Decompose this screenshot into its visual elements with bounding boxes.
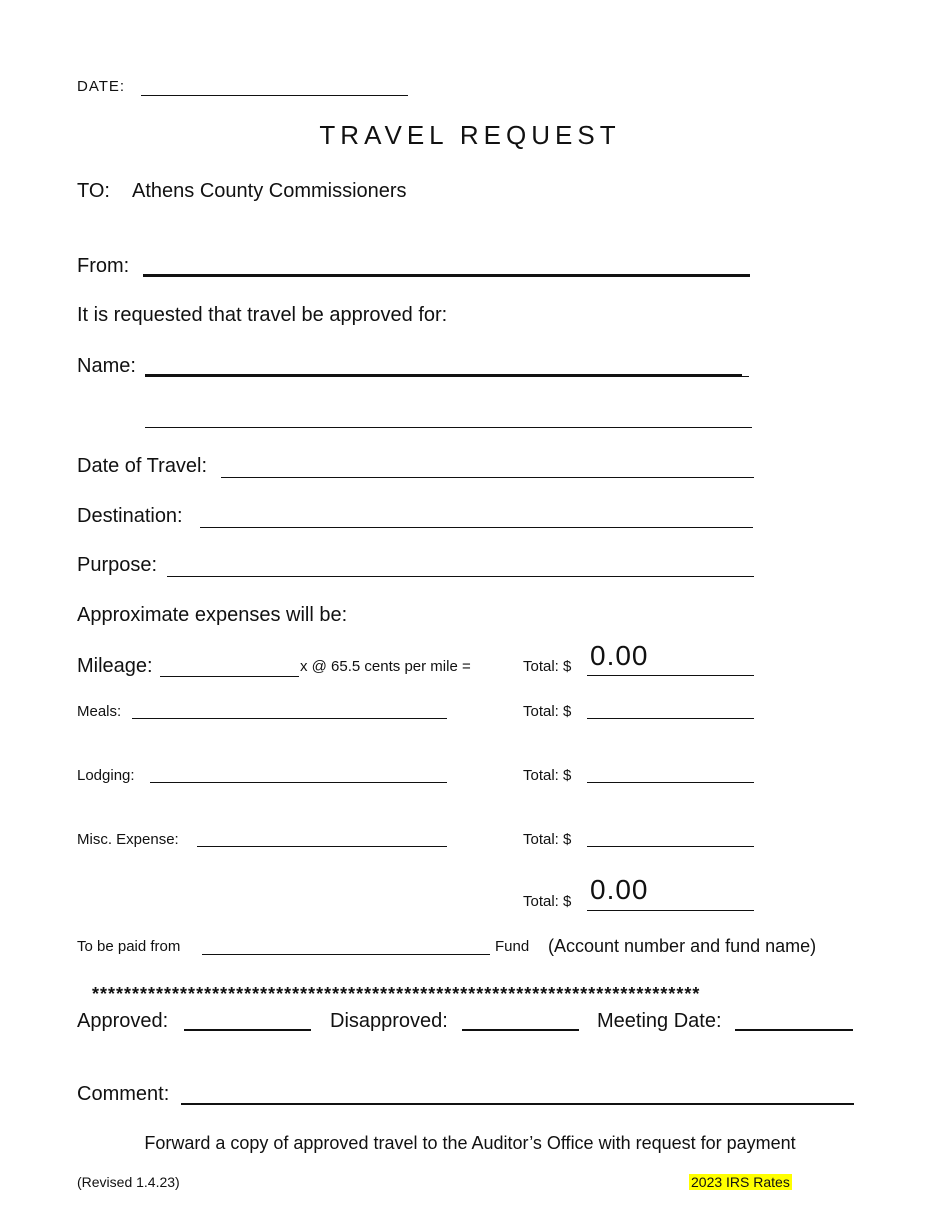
irs-rates-badge xyxy=(689,1174,792,1192)
purpose-field[interactable] xyxy=(167,576,754,577)
comment-label: Comment: xyxy=(77,1083,170,1105)
fund-note: (Account number and fund name) xyxy=(548,936,817,956)
from-field[interactable] xyxy=(143,274,750,277)
destination-label: Destination: xyxy=(77,505,183,527)
date-of-travel-field[interactable] xyxy=(221,477,754,478)
disapproved-field[interactable] xyxy=(462,1029,579,1031)
meals-label: Meals: xyxy=(77,703,122,720)
meeting-date-label: Meeting Date: xyxy=(597,1010,722,1032)
misc-label: Misc. Expense: xyxy=(77,831,179,848)
comment-field[interactable] xyxy=(181,1103,854,1105)
revised-label: (Revised 1.4.23) xyxy=(77,1174,180,1190)
mileage-label: Mileage: xyxy=(77,655,153,677)
to-value: Athens County Commissioners xyxy=(132,180,407,202)
paid-from-field[interactable] xyxy=(202,954,490,955)
request-text: It is requested that travel be approved for: xyxy=(77,304,448,326)
approved-label: Approved: xyxy=(77,1010,169,1032)
name-label: Name: xyxy=(77,355,136,377)
mileage-total-value: 0.00 xyxy=(590,640,649,671)
fund-label: Fund xyxy=(495,938,530,955)
lodging-total-field[interactable] xyxy=(587,782,754,783)
misc-field[interactable] xyxy=(197,846,447,847)
expenses-intro: Approximate expenses will be: xyxy=(77,604,348,626)
paid-from-label: To be paid from xyxy=(77,938,181,955)
grand-total-label: Total: $ xyxy=(523,893,572,910)
lodging-total-label: Total: $ xyxy=(523,767,572,784)
lodging-label: Lodging: xyxy=(77,767,135,784)
date-label: DATE: xyxy=(77,78,126,95)
name-field[interactable] xyxy=(145,374,742,377)
mileage-total-field[interactable] xyxy=(587,675,754,676)
page-title: TRAVEL REQUEST xyxy=(319,120,621,150)
mileage-total-label: Total: $ xyxy=(523,658,572,675)
purpose-label: Purpose: xyxy=(77,554,158,576)
meals-total-field[interactable] xyxy=(587,718,754,719)
grand-total-value: 0.00 xyxy=(590,874,649,905)
mileage-field[interactable] xyxy=(160,676,299,677)
date-field[interactable] xyxy=(141,95,408,96)
lodging-field[interactable] xyxy=(150,782,447,783)
misc-total-field[interactable] xyxy=(587,846,754,847)
separator: **************************************************************************** xyxy=(92,984,701,1004)
meals-field[interactable] xyxy=(132,718,447,719)
forward-note: Forward a copy of approved travel to the Auditor’s Office with request for payment xyxy=(144,1133,796,1153)
meals-total-label: Total: $ xyxy=(523,703,572,720)
name-field-tail xyxy=(742,376,749,377)
from-label: From: xyxy=(77,255,130,277)
irs-rates-text: 2023 IRS Rates xyxy=(691,1174,790,1190)
name-field-second-line[interactable] xyxy=(145,427,752,428)
misc-total-label: Total: $ xyxy=(523,831,572,848)
to-label: TO: xyxy=(77,180,110,202)
approved-field[interactable] xyxy=(184,1029,311,1031)
mileage-rate: x @ 65.5 cents per mile = xyxy=(300,658,471,675)
destination-field[interactable] xyxy=(200,527,753,528)
date-of-travel-label: Date of Travel: xyxy=(77,455,208,477)
meeting-date-field[interactable] xyxy=(735,1029,853,1031)
disapproved-label: Disapproved: xyxy=(330,1010,448,1032)
grand-total-field[interactable] xyxy=(587,910,754,911)
